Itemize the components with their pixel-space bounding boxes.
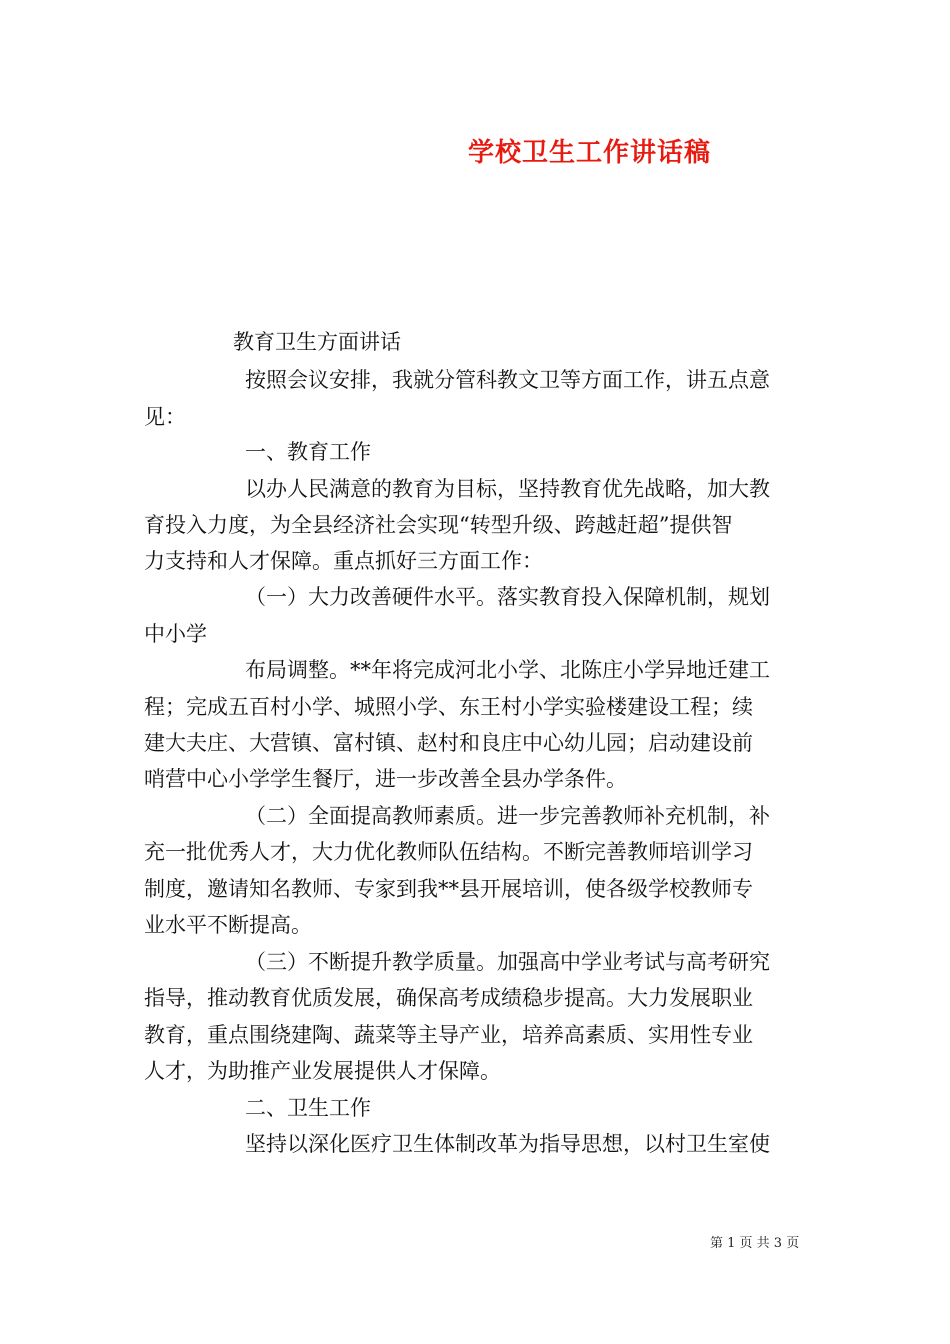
paragraph-line: 中小学: [144, 622, 207, 646]
page-number-footer: 第 1 页 共 3 页: [710, 1236, 800, 1251]
paragraph-line: 以办人民满意的教育为目标，坚持教育优先战略，加大教: [245, 477, 770, 501]
paragraph-line: 制度，邀请知名教师、专家到我**县开展培训，使各级学校教师专: [144, 877, 753, 901]
section-heading: 二、卫生工作: [245, 1096, 371, 1120]
paragraph-line: 建大夫庄、大营镇、富村镇、赵村和良庄中心幼儿园；启动建设前: [144, 731, 753, 755]
section-heading: 一、教育工作: [245, 440, 371, 464]
paragraph-line: 按照会议安排，我就分管科教文卫等方面工作，讲五点意: [245, 368, 770, 392]
paragraph-line: 育投入力度，为全县经济社会实现“转型升级、跨越赶超”提供智: [144, 513, 733, 537]
paragraph-line: （二）全面提高教师素质。进一步完善教师补充机制，补: [245, 804, 770, 828]
paragraph-line: 业水平不断提高。: [144, 913, 312, 937]
paragraph-line: （一）大力改善硬件水平。落实教育投入保障机制，规划: [245, 585, 770, 609]
paragraph-line: （三）不断提升教学质量。加强高中学业考试与高考研究: [245, 950, 770, 974]
paragraph-line: 教育，重点围绕建陶、蔬菜等主导产业，培养高素质、实用性专业: [144, 1023, 753, 1047]
paragraph-line: 布局调整。**年将完成河北小学、北陈庄小学异地迁建工: [245, 658, 770, 682]
paragraph-line: 指导，推动教育优质发展，确保高考成绩稳步提高。大力发展职业: [144, 986, 753, 1010]
paragraph-line: 坚持以深化医疗卫生体制改革为指导思想，以村卫生室使: [245, 1132, 770, 1156]
paragraph-line: 力支持和人才保障。重点抓好三方面工作：: [144, 549, 543, 573]
paragraph-line: 人才，为助推产业发展提供人才保障。: [144, 1059, 501, 1083]
section-heading: 教育卫生方面讲话: [233, 330, 401, 354]
paragraph-line: 见：: [144, 405, 186, 429]
paragraph-line: 程；完成五百村小学、城照小学、东王村小学实验楼建设工程；续: [144, 695, 753, 719]
paragraph-line: 充一批优秀人才，大力优化教师队伍结构。不断完善教师培训学习: [144, 840, 753, 864]
document-title: 学校卫生工作讲话稿: [468, 138, 712, 168]
paragraph-line: 哨营中心小学学生餐厅，进一步改善全县办学条件。: [144, 767, 627, 791]
